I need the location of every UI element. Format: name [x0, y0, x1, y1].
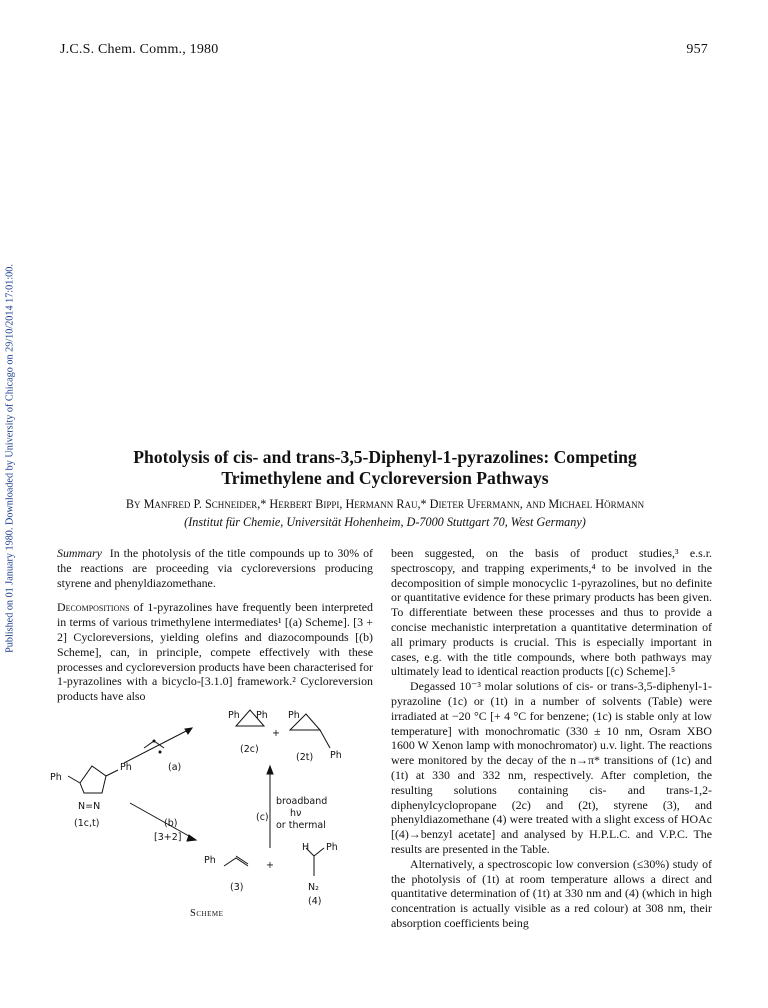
- ph-label-2c-b: Ph: [256, 710, 268, 721]
- pathway-c-label: (c): [256, 812, 269, 823]
- ph-label-styrene: Ph: [204, 855, 216, 866]
- pathway-a-label: (a): [168, 762, 182, 773]
- or-thermal-label: or thermal: [276, 820, 326, 831]
- pathway-32-label: [3+2]: [154, 832, 182, 843]
- affiliation: (Institut für Chemie, Universität Hohenheim, D-7000 Stuttgart 70, West Germany): [184, 515, 586, 529]
- ph-label-2c-a: Ph: [228, 710, 240, 721]
- scheme-caption: Scheme: [190, 908, 224, 919]
- compound-4-label: (4): [308, 896, 322, 907]
- right-para-3: Alternatively, a spectroscopic low conversion (≤30%) study of the photolysis of (1t) at room temperature allows a direct and quantitative determination of (1t) at 330 nm and (4) (which in high concentration is actually visible as a red colour) at 308 nm, their absorption coefficients being: [391, 856, 712, 930]
- author-list: By Manfred P. Schneider,* Herbert Bippi, Hermann Rau,* Dieter Ufermann, and Michael Hörmann: [125, 497, 645, 511]
- n-n-label: N=N: [78, 801, 101, 812]
- pathway-b-label: (b): [164, 818, 178, 829]
- compound-3-label: (3): [230, 882, 244, 893]
- ph-label-2t-b: Ph: [330, 750, 342, 761]
- n2-label: N₂: [308, 882, 319, 893]
- journal-header: J.C.S. Chem. Comm., 1980: [60, 42, 219, 57]
- title-line-2: Trimethylene and Cycloreversion Pathways: [221, 468, 549, 488]
- hv-label: hν: [290, 808, 302, 819]
- summary-text: In the photolysis of the title compounds up to 30% of the reactions are proceeding via cycloreversions producing styrene and phenyldiazomethane.: [57, 546, 373, 590]
- right-column: [391, 546, 712, 931]
- article-title: [60, 447, 710, 489]
- download-watermark: Published on 01 January 1980. Downloaded by University of Chicago on 29/10/2014 17:01:00.: [4, 264, 16, 653]
- ph-label-2t-a: Ph: [288, 710, 300, 721]
- arrow-a: [124, 728, 192, 763]
- intro-text: of 1-pyrazolines have frequently been interpreted in terms of various trimethylene intermediates¹ [(a) Scheme]. [3 + 2] Cycloreversions, yielding olefins and diazocompounds [(b) Scheme], can, in principle, compete effectively with these processes and cycloreversion products have been characterised for 1-pyrazolines with a bicyclo-[3.1.0] framework.² Cycloreversion products have also: [57, 600, 373, 704]
- right-para-2: Degassed 10⁻³ molar solutions of cis- or trans-3,5-diphenyl-1-pyrazoline (1c) or (1t) in a number of solvents (Table) were irradiated at −20 °C [+ 4 °C for benzene; (1c) is stable only at low temperature] with monochromatic (330 ± 10 nm, Osram XBO 1600 W Xenon lamp with monochromator) u.v. light. The reactions were monitored by the decay of the n→π* transitions of (1c) and (1t) at 330 and 332 nm, respectively. After completion, the resulting solutions containing cis- and trans-1,2-diphenylcyclopropane (2c) and (2t), styrene (3), and phenyldiazomethane (4) were treated with a slight excess of HOAc [(4)→benzyl acetate] and analysed by H.P.L.C. and V.P.C. The results are presented in the Table.: [391, 679, 712, 856]
- ph-label-diazo: Ph: [326, 842, 338, 853]
- title-line-1: Photolysis of cis- and trans-3,5-Diphenyl-1-pyrazolines: Competing: [133, 447, 637, 467]
- compound-2t-label: (2t): [296, 752, 314, 763]
- intro-lead: Decompositions: [57, 600, 130, 615]
- compound-2c-label: (2c): [240, 744, 259, 755]
- pyrazoline-ring: [80, 766, 106, 793]
- plus-top: +: [272, 728, 280, 739]
- page-number: 957: [686, 42, 708, 57]
- broadband-label: broadband: [276, 796, 328, 807]
- h-label: H: [302, 842, 310, 853]
- ph-label-1: Ph: [50, 772, 62, 783]
- right-para-1: been suggested, on the basis of product studies,³ e.s.r. spectroscopy, and trapping experiments,⁴ to be involved in the decomposition of simple monocyclic 1-pyrazolines, but no definite or quantitative evidence for these primary products has been given. To differentiate between these processes and thus to provide a concise mechanistic interpretation a quantitative determination of all primary products is crucial. This is especially important in cases, e.g. with the title compounds, where both pathways may ultimately lead to identical reaction products [(c) Scheme].⁵: [391, 546, 712, 679]
- plus-bottom: +: [266, 860, 274, 871]
- summary-label: Summary: [57, 546, 102, 560]
- left-column: [57, 546, 373, 704]
- byline: [60, 495, 710, 531]
- summary-paragraph: [57, 546, 373, 590]
- reaction-scheme: [44, 708, 364, 918]
- intro-paragraph: [57, 600, 373, 704]
- ph-label-2: Ph: [120, 762, 132, 773]
- compound-1ct-label: (1c,t): [74, 818, 100, 829]
